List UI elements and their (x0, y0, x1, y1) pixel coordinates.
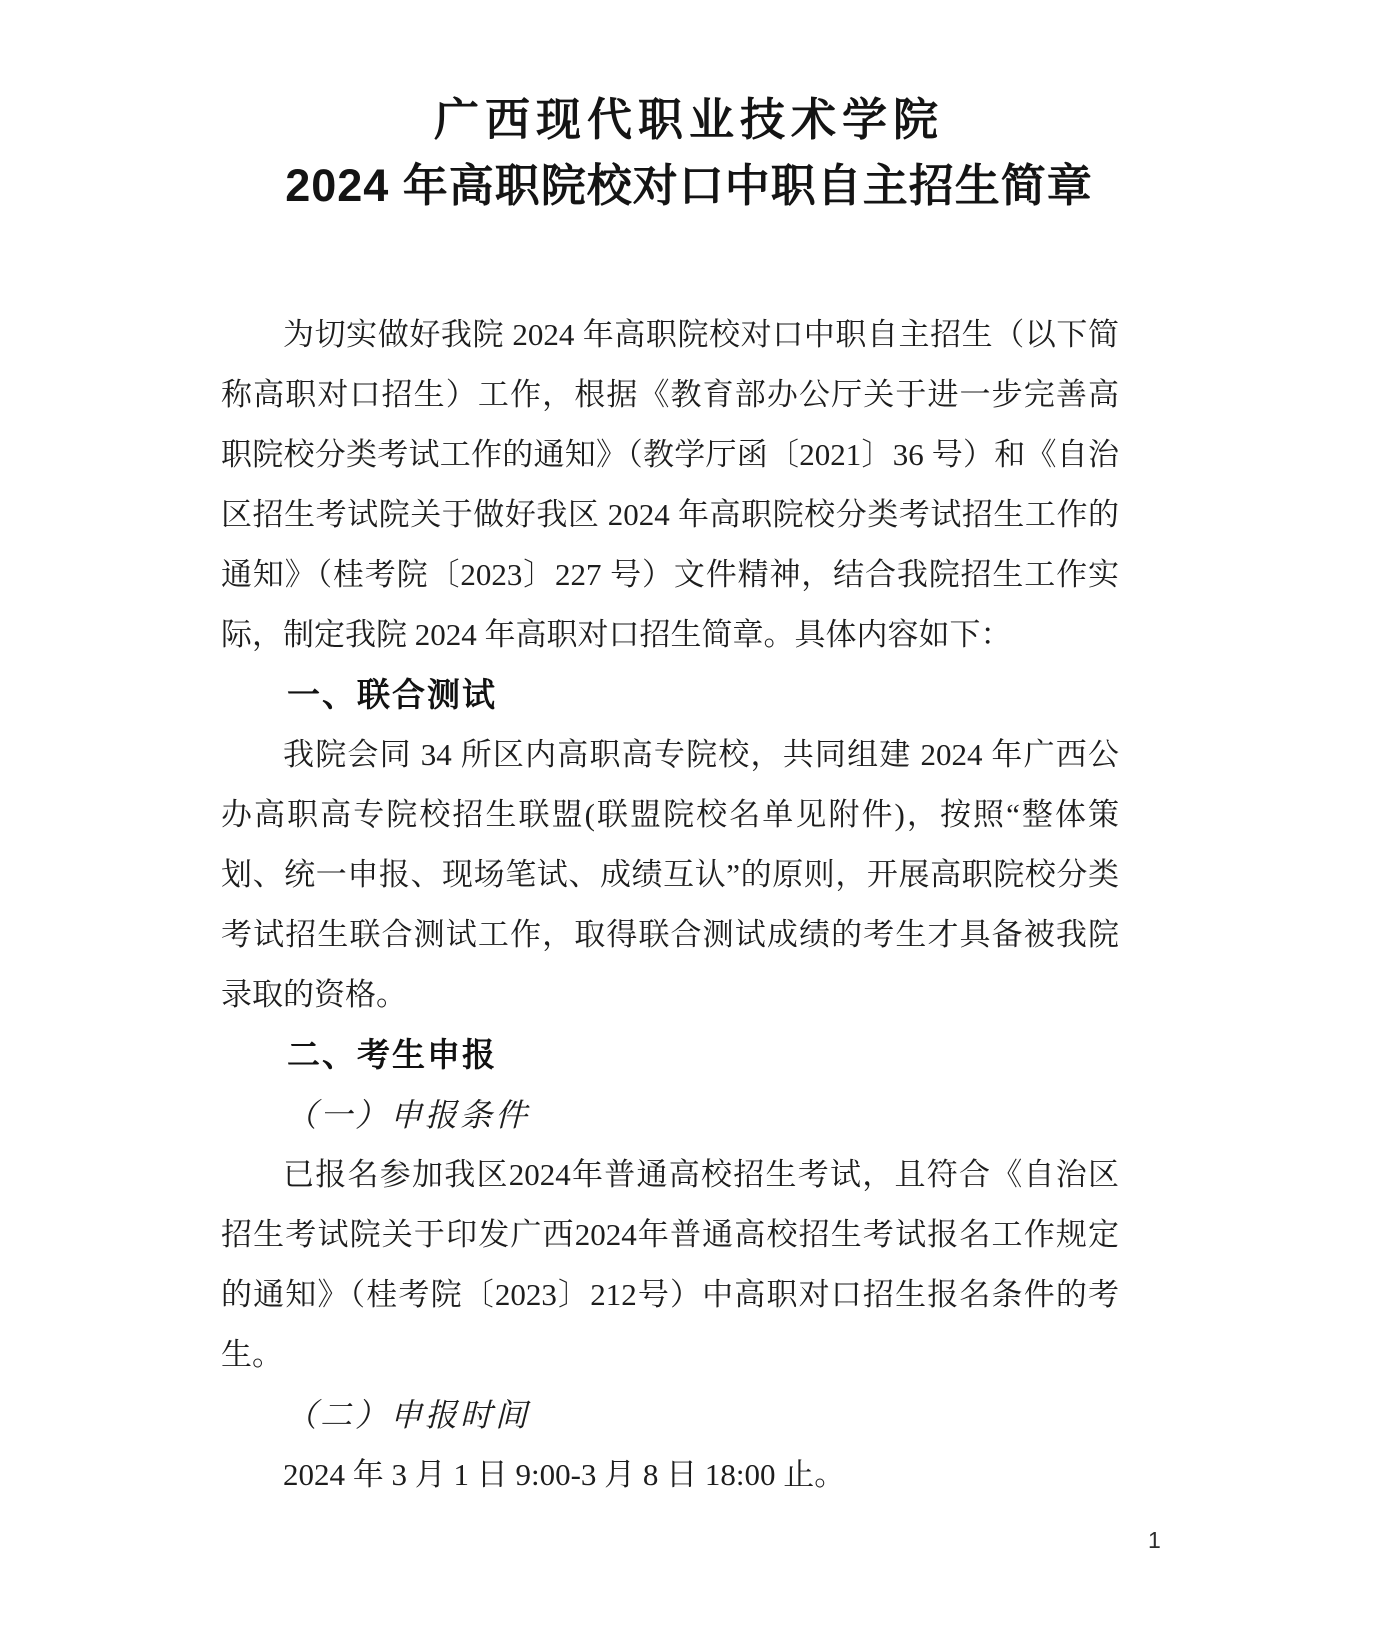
doc-title-line1: 广西现代职业技术学院 (433, 94, 944, 145)
paragraph-joint-test: 我院会同 34 所区内高职高专院校，共同组建 2024 年广西公办高职高专院校招生联盟(联盟院校名单见附件)，按照“整体策划、统一申报、现场笔试、成绩互认”的原则，开展高职院校分类考试招生联合测试工作，取得联合测试成绩的考生才具备被我院录取的资格。 (221, 737, 1119, 1012)
paragraph-application-conditions: 已报名参加我区2024年普通高校招生考试，且符合《自治区招生考试院关于印发广西2024年普通高校招生考试报名工作规定的通知》（桂考院〔2023〕212号）中高职对口招生报名条件的考生。 (221, 1157, 1119, 1372)
doc-title-line2: 2024 年高职院校对口中职自主招生简章 (285, 160, 1093, 211)
subsection-heading-application-conditions: （一）申报条件 (285, 1097, 531, 1133)
section-heading-candidate-application: 二、考生申报 (287, 1036, 497, 1073)
subsection-heading-application-time: （二）申报时间 (285, 1397, 531, 1433)
section-heading-joint-test: 一、联合测试 (287, 676, 497, 713)
page-number: 1 (1148, 1527, 1161, 1553)
paragraph-intro: 为切实做好我院 2024 年高职院校对口中职自主招生（以下简称高职对口招生）工作，根据《教育部办公厅关于进一步完善高职院校分类考试工作的通知》（教学厅函〔2021〕36 号）和《自治区招生考试院关于做好我区 2024 年高职院校分类考试招生工作的通知》（桂考院〔2023〕227 号）文件精神，结合我院招生工作实际，制定我院 2024 年高职对口招生简章。具体内容如下： (221, 317, 1119, 652)
doc-title (0, 0, 1378, 219)
paragraph-application-time: 2024 年 3 月 1 日 9:00-3 月 8 日 18:00 止。 (283, 1457, 846, 1492)
document-body (221, 305, 1119, 1505)
